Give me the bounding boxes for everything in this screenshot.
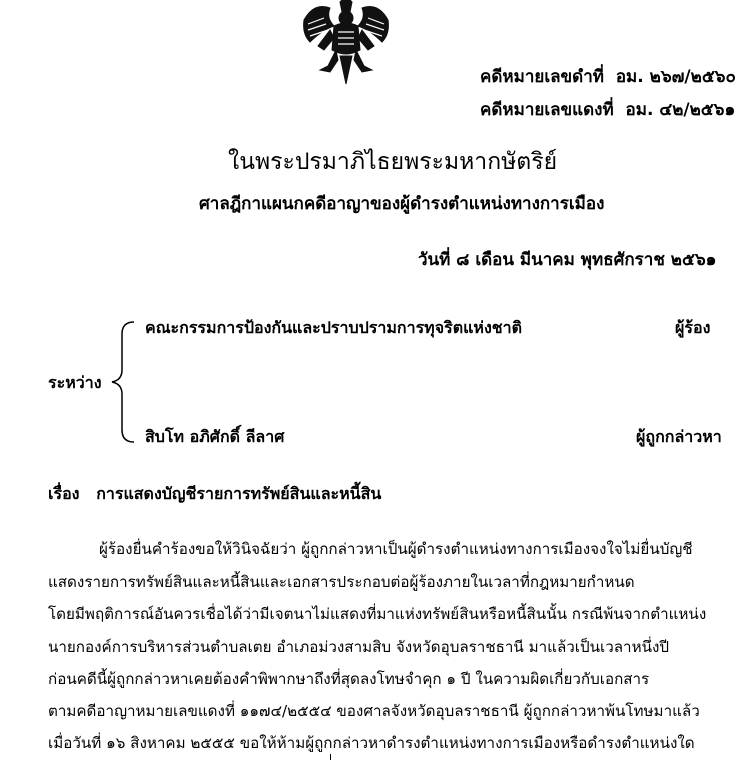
body-line-4: นายกองค์การบริหารส่วนตำบลเตย อำเภอม่วงสามสิบ จังหวัดอุบลราชธานี มาแล้วเป็นเวลาหนึ่งปี [48,638,670,656]
between-label: ระหว่าง [48,373,102,392]
plaintiff-role: ผู้ร้อง [675,318,711,337]
judgment-date: วันที่ ๘ เดือน มีนาคม พุทธศักราช ๒๕๖๑ [418,250,717,270]
defendant-role: ผู้ถูกกล่าวหา [636,427,722,446]
body-line-2: แสดงรายการทรัพย์สินและหนี้สินและเอกสารประกอบต่อผู้ร้องภายในเวลาที่กฎหมายกำหนด [48,573,635,591]
plaintiff-name: คณะกรรมการป้องกันและปราบปรามการทุจริตแห่งชาติ [145,318,522,337]
body-line-7: เมื่อวันที่ ๑๖ สิงหาคม ๒๕๕๕ ขอให้ห้ามผู้ถูกกล่าวหาดำรงตำแหน่งทางการเมืองหรือดำรงตำแหน่งใด [48,734,695,752]
court-name: ศาลฎีกาแผนกคดีอาญาของผู้ดำรงตำแหน่งทางการเมือง [199,194,605,214]
red-case-number: อม. ๔๒/๒๕๖๑ [625,100,736,120]
defendant-name: สิบโท อภิศักดิ์ ลีลาศ [145,427,285,446]
red-case-label: คดีหมายเลขแดงที่ [480,100,614,120]
page-cut-mark [330,754,331,760]
subject-text: การแสดงบัญชีรายการทรัพย์สินและหนี้สิน [96,484,382,503]
black-case-number-line [480,63,736,90]
subject-line [48,482,381,507]
document-title: ในพระปรมาภิไธยพระมหากษัตริย์ [228,149,558,175]
body-line-5: ก่อนคดีนี้ผู้ถูกกล่าวหาเคยต้องคำพิพากษาถึงที่สุดลงโทษจำคุก ๑ ปี ในความผิดเกี่ยวกับเอกสาร [48,670,650,688]
body-line-1: ผู้ร้องยื่นคำร้องขอให้วินิจฉัยว่า ผู้ถูกกล่าวหาเป็นผู้ดำรงตำแหน่งทางการเมืองจงใจไม่ยื่นบัญชี [99,540,693,558]
subject-label: เรื่อง [48,484,80,503]
garuda-emblem-icon [300,0,392,86]
red-case-number-line [480,96,735,123]
black-case-label: คดีหมายเลขดำที่ [480,67,604,87]
parties-brace [104,320,144,444]
body-line-3: โดยมีพฤติการณ์อันควรเชื่อได้ว่ามีเจตนาไม่แสดงที่มาแห่งทรัพย์สินหรือหนี้สินนั้น กรณีพ้นจากตำแหน่ง [48,605,707,623]
black-case-number: อม. ๒๖๗/๒๕๖๐ [615,67,736,87]
body-line-6: ตามคดีอาญาหมายเลขแดงที่ ๑๑๗๔/๒๕๕๔ ของศาลจังหวัดอุบลราชธานี ผู้ถูกกล่าวหาพ้นโทษมาแล้ว [48,702,700,720]
